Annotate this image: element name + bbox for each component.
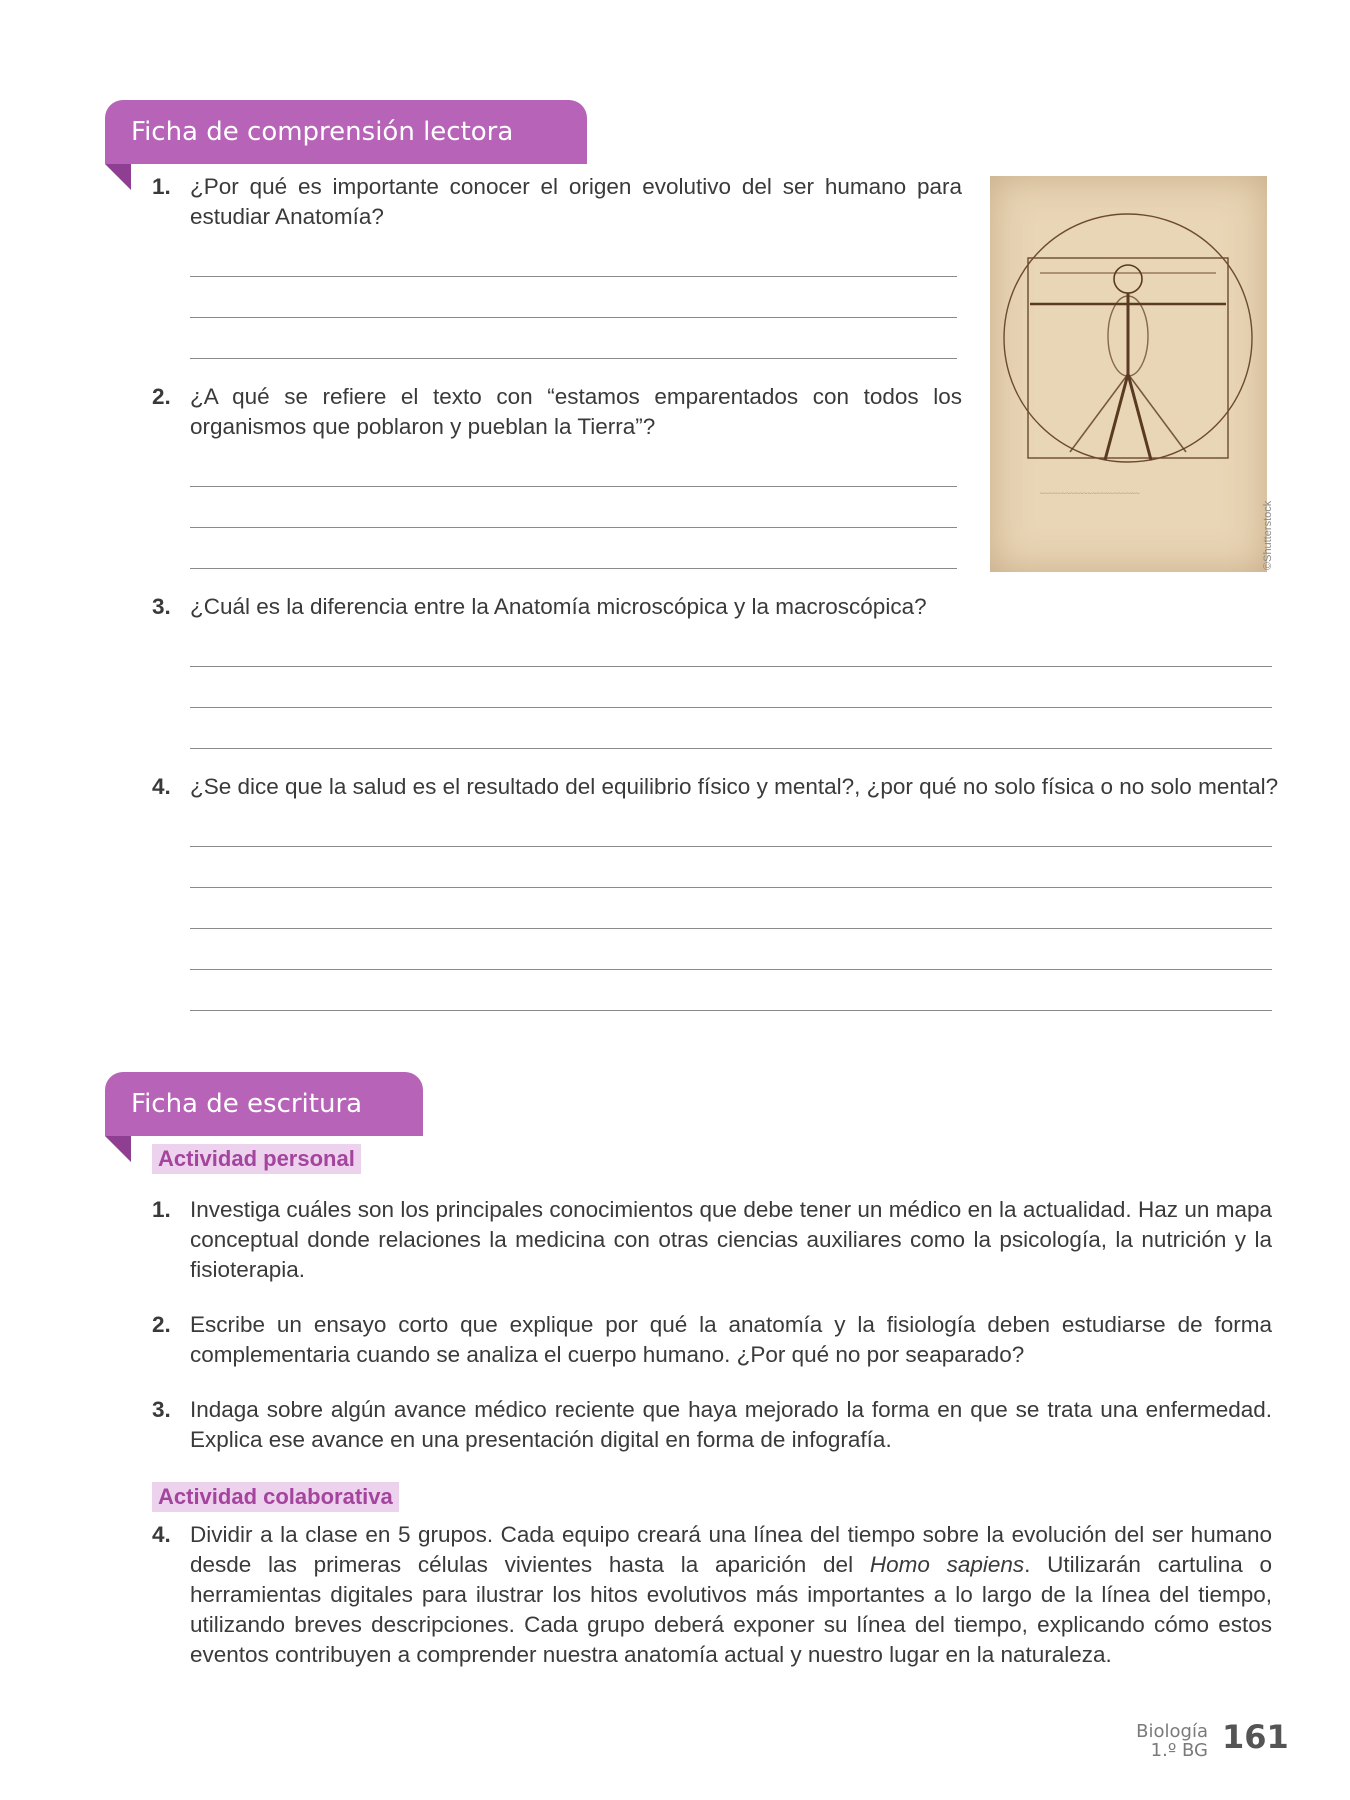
answer-line[interactable] bbox=[190, 887, 1272, 888]
answer-line[interactable] bbox=[190, 928, 1272, 929]
item-text: Investiga cuáles son los principales conocimientos que debe tener un médico en la actualidad. Haz un mapa conceptual donde relaciones la medicina con otras ciencias auxiliares como la psicología, la nutrición y la fisioterapia. bbox=[190, 1197, 1272, 1282]
answer-line[interactable] bbox=[190, 969, 1272, 970]
item-text bbox=[190, 1520, 1272, 1670]
activity-collaborative-label: Actividad colaborativa bbox=[152, 1482, 399, 1512]
svg-text:~~~~~~~~~~~~~~~~~~~~~~~: ~~~~~~~~~~~~~~~~~~~~~~~ bbox=[1040, 489, 1140, 498]
footer-subject bbox=[1136, 1722, 1208, 1760]
image-credit: ©Shutterstock bbox=[1262, 500, 1274, 570]
item-text: Indaga sobre algún avance médico reciente que haya mejorado la forma en que se trata una enfermedad. Explica ese avance en una presentación digital en forma de infografía. bbox=[190, 1397, 1272, 1452]
answer-line[interactable] bbox=[190, 358, 957, 359]
question-number: 1. bbox=[152, 174, 171, 199]
answer-line[interactable] bbox=[190, 1010, 1272, 1011]
item-number: 4. bbox=[152, 1522, 171, 1547]
item-number: 1. bbox=[152, 1197, 171, 1222]
section-title: Ficha de comprensión lectora bbox=[131, 117, 514, 147]
section-tab-escritura bbox=[105, 1072, 423, 1136]
footer-subject-name: Biología bbox=[1136, 1721, 1208, 1742]
answer-line[interactable] bbox=[190, 666, 1272, 667]
item-number: 3. bbox=[152, 1397, 171, 1422]
answer-line[interactable] bbox=[190, 568, 957, 569]
page-number: 161 bbox=[1222, 1718, 1289, 1756]
activity-personal-label: Actividad personal bbox=[152, 1144, 361, 1174]
answer-line[interactable] bbox=[190, 276, 957, 277]
section-title: Ficha de escritura bbox=[131, 1089, 363, 1119]
vitruvian-drawing bbox=[990, 176, 1267, 572]
question-number: 4. bbox=[152, 774, 171, 799]
question-text: ¿Se dice que la salud es el resultado del equilibrio físico y mental?, ¿por qué no solo física o no solo mental? bbox=[190, 774, 1279, 799]
answer-line[interactable] bbox=[190, 317, 957, 318]
tab-fold bbox=[105, 1136, 131, 1162]
answer-line[interactable] bbox=[190, 486, 957, 487]
item-text-italic: Homo sapiens bbox=[869, 1552, 1025, 1577]
question-number: 2. bbox=[152, 384, 171, 409]
item-text-part: . Utilizarán cartulina o herramientas digitales para ilustrar los hitos evolutivos más importantes a lo largo de la línea del tiempo, utilizando breves descripciones. Cada grupo deberá exponer su línea del tiempo, explicando cómo estos eventos contribuyen a comprender nuestra anatomía actual y nuestro lugar en la naturaleza. bbox=[190, 1552, 1273, 1667]
section-tab-comprension bbox=[105, 100, 587, 164]
tab-fold bbox=[105, 164, 131, 190]
answer-line[interactable] bbox=[190, 846, 1272, 847]
answer-line[interactable] bbox=[190, 748, 1272, 749]
question-text: ¿Cuál es la diferencia entre la Anatomía microscópica y la macroscópica? bbox=[190, 594, 927, 619]
item-text: Escribe un ensayo corto que explique por qué la anatomía y la fisiología deben estudiarse de forma complementaria cuando se analiza el cuerpo humano. ¿Por qué no por seaparado? bbox=[190, 1312, 1272, 1367]
vitruvian-man-image bbox=[990, 176, 1267, 572]
question-text: ¿A qué se refiere el texto con “estamos emparentados con todos los organismos que poblaron y pueblan la Tierra”? bbox=[190, 384, 962, 439]
item-number: 2. bbox=[152, 1312, 171, 1337]
question-number: 3. bbox=[152, 594, 171, 619]
answer-line[interactable] bbox=[190, 527, 957, 528]
answer-line[interactable] bbox=[190, 707, 1272, 708]
item-text-part: Dividir a la clase en 5 grupos. Cada equipo creará una línea del tiempo sobre la evolución del ser humano desde las primeras células vivientes hasta la aparición del bbox=[190, 1522, 1272, 1577]
footer-grade: 1.º BG bbox=[1150, 1740, 1208, 1761]
question-text: ¿Por qué es importante conocer el origen evolutivo del ser humano para estudiar Anatomía? bbox=[190, 174, 962, 229]
